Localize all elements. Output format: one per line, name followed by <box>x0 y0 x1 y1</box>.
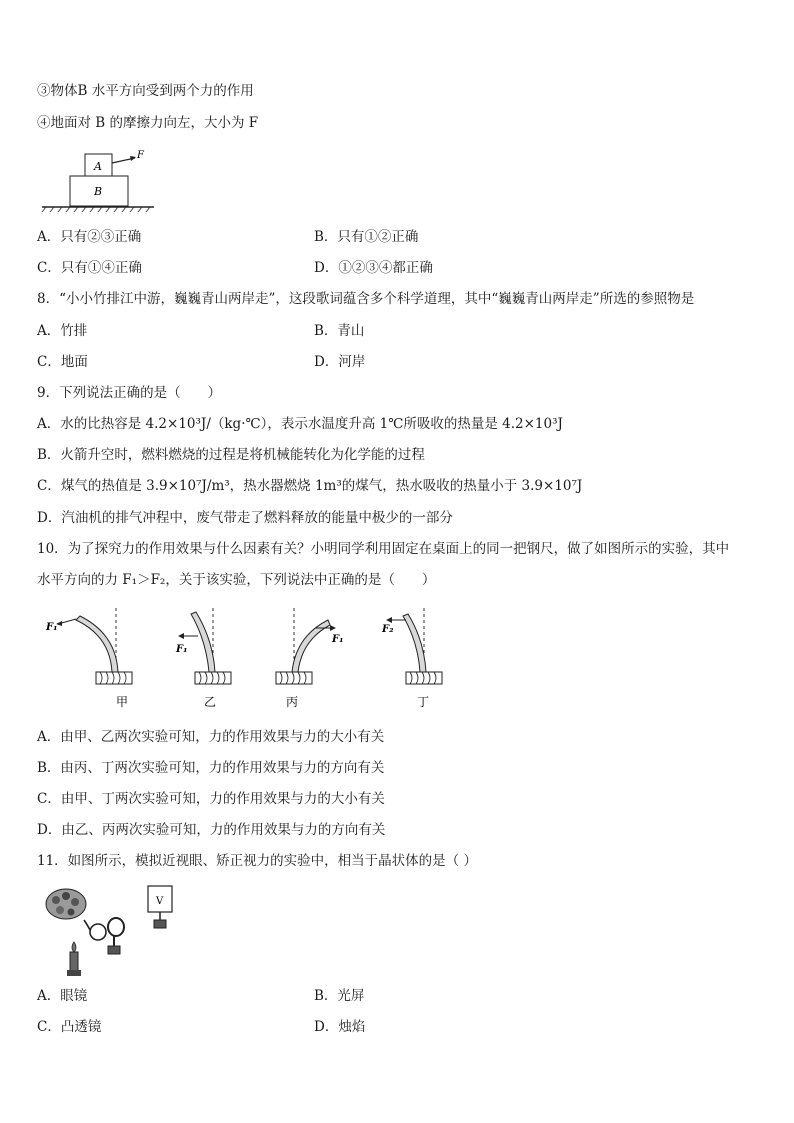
ruler-bing <box>276 608 336 684</box>
light-screen <box>148 886 172 928</box>
q9-stem: 9．下列说法正确的是（ ） <box>37 385 222 401</box>
q11-option-c: C．凸透镜 <box>37 1019 102 1035</box>
ruler-jia <box>56 608 132 684</box>
q7-blocks-figure <box>38 146 158 214</box>
lens-holder-cluster <box>46 889 86 919</box>
label-f1-bing: F₁ <box>332 634 344 645</box>
q8-option-b: B．青山 <box>314 323 365 339</box>
q8-option-d: D．河岸 <box>314 354 366 370</box>
label-f2-ding: F₂ <box>382 624 394 635</box>
q11-stem: 11．如图所示，模拟近视眼、矫正视力的实验中，相当于晶状体的是（ ） <box>37 853 477 869</box>
q10-stem-line2: 水平方向的力 F₁＞F₂，关于该实验，下列说法中正确的是（ ） <box>37 572 436 588</box>
q9-option-c: C．煤气的热值是 3.9×10⁷J/m³，热水器燃烧 1m³的煤气，热水吸收的热量小于 3.9×10⁷J <box>37 478 583 494</box>
q10-option-a: A．由甲、乙两次实验可知，力的作用效果与力的大小有关 <box>37 729 385 745</box>
q10-option-c: C．由甲、丁两次实验可知，力的作用效果与力的大小有关 <box>37 791 385 807</box>
q11-option-b: B．光屏 <box>314 988 365 1004</box>
q7-statement-3: ③物体B 水平方向受到两个力的作用 <box>37 83 254 99</box>
convex-lens <box>108 918 124 954</box>
label-f1-yi: F₁ <box>176 644 188 655</box>
q11-option-d: D．烛焰 <box>314 1019 366 1035</box>
q10-option-d: D．由乙、丙两次实验可知，力的作用效果与力的方向有关 <box>37 822 386 838</box>
caption-ding: 丁 <box>417 695 430 709</box>
label-f1-jia: F₁ <box>46 622 58 633</box>
q8-option-a: A．竹排 <box>37 323 88 339</box>
q11-option-a: A．眼镜 <box>37 988 88 1004</box>
eyeglasses <box>84 920 106 940</box>
q7-option-c: C．只有①④正确 <box>37 260 142 276</box>
block-a-label: A <box>94 160 102 173</box>
caption-jia: 甲 <box>116 695 129 709</box>
caption-yi: 乙 <box>204 695 217 709</box>
q10-ruler-figure <box>38 606 458 716</box>
caption-bing: 丙 <box>286 695 299 709</box>
q7-option-d: D．①②③④都正确 <box>314 260 433 276</box>
block-b-label: B <box>94 185 103 198</box>
q10-option-b: B．由丙、丁两次实验可知，力的作用效果与力的方向有关 <box>37 760 385 776</box>
q10-stem-line1: 10．为了探究力的作用效果与什么因素有关？小明同学利用固定在桌面上的同一把钢尺，做了如图所示的实验，其中 <box>37 541 730 557</box>
q9-option-d: D．汽油机的排气冲程中，废气带走了燃料释放的能量中极少的一部分 <box>37 510 453 526</box>
q9-option-a: A．水的比热容是 4.2×10³J/（kg·℃），表示水温度升高 1℃所吸收的热量是 4.2×10³J <box>37 416 563 432</box>
force-label: F <box>137 150 144 161</box>
q9-option-b: B．火箭升空时，燃料燃烧的过程是将机械能转化为化学能的过程 <box>37 447 425 463</box>
q8-option-c: C．地面 <box>37 354 88 370</box>
ruler-ding <box>386 608 442 684</box>
q11-optics-figure <box>40 882 180 980</box>
q8-stem: 8．“小小竹排江中游，巍巍青山两岸走”，这段歌词蕴含多个科学道理，其中“巍巍青山两岸走”所选的参照物是 <box>37 291 695 307</box>
candle <box>67 942 81 976</box>
q7-option-b: B．只有①②正确 <box>314 229 419 245</box>
q7-statement-4: ④地面对 B 的摩擦力向左，大小为 F <box>37 115 259 131</box>
q7-option-a: A．只有②③正确 <box>37 229 142 245</box>
screen-image-mark: V <box>156 896 164 907</box>
